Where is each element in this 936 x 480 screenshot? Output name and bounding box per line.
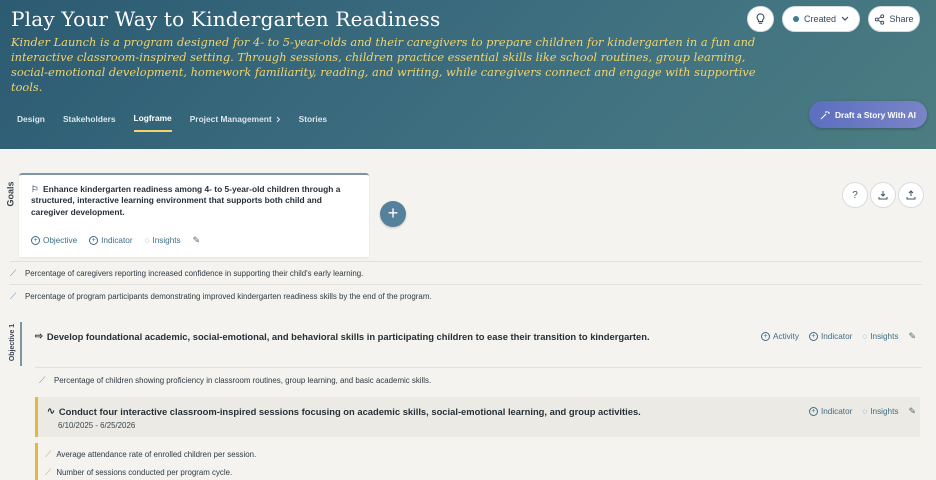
objective-card[interactable] — [24, 322, 922, 366]
trend-icon: ⟋ — [10, 290, 17, 301]
goal-card[interactable] — [19, 173, 369, 257]
add-goal-button[interactable] — [380, 201, 406, 227]
insights-button[interactable] — [747, 6, 774, 32]
trend-icon: ⟋ — [39, 374, 46, 385]
activity-icon: ∿ — [47, 405, 55, 416]
insights-button[interactable]: ◌ Insights — [144, 236, 181, 245]
plus-icon: + — [809, 332, 818, 341]
tab-stories[interactable]: Stories — [298, 114, 328, 124]
pencil-icon: ✎ — [908, 406, 916, 416]
plus-icon: + — [809, 407, 818, 416]
goal-actions — [31, 235, 200, 246]
objective-text: Develop foundational academic, social-emotional, and behavioral skills in participating children to ease their transition to kindergarten. — [46, 330, 650, 342]
pencil-icon: ✎ — [192, 235, 201, 245]
add-indicator-button[interactable]: + Indicator — [809, 406, 852, 417]
add-indicator-button[interactable]: + Indicator — [809, 331, 852, 342]
activity-text: Conduct four interactive classroom-inspired sessions focusing on academic skills, social-emotional learning, and group activities. — [58, 405, 641, 417]
plus-icon: + — [761, 332, 770, 341]
trend-icon: ⟋ — [45, 448, 52, 459]
tab-project-management-label: Project Management — [189, 114, 272, 124]
goal-indicator-row[interactable]: ⟋ Percentage of program participants demonstrating improved kindergarten readiness skills by the end of the program. — [10, 290, 432, 301]
add-activity-button[interactable]: + Activity — [761, 331, 799, 342]
share-label: Share — [889, 14, 914, 24]
lightbulb-icon: ◌ — [144, 236, 150, 245]
objective-statement — [35, 330, 650, 342]
edit-objective-button[interactable] — [908, 331, 916, 342]
project-header — [0, 0, 936, 149]
lightbulb-icon: ◌ — [862, 407, 868, 416]
project-description: Kinder Launch is a program designed for 4- to 5-year-olds and their caregivers to prepare children for kindergarten in a fun and interactive classroom-inspired setting. Through sessions, children practice essential skills like school routines, group learning, social-emotional development, homework familiarity, reading, and writing, while caregivers connect and engage with supportive tools. — [11, 35, 756, 94]
sparkle-icon — [820, 110, 830, 120]
status-dropdown[interactable] — [782, 6, 860, 32]
upload-button[interactable] — [898, 182, 924, 208]
help-button[interactable] — [842, 182, 868, 208]
activity-card[interactable] — [35, 397, 920, 437]
plus-icon: + — [89, 236, 98, 245]
plus-icon: + — [387, 203, 399, 223]
add-indicator-button[interactable]: + Indicator — [89, 235, 132, 246]
trend-icon: ⟋ — [10, 267, 17, 278]
edit-goal-button[interactable] — [193, 235, 201, 246]
share-button[interactable] — [868, 6, 920, 32]
chevron-right-icon — [276, 116, 281, 123]
help-icon: ? — [852, 189, 858, 201]
goal-statement — [31, 184, 361, 218]
goals-section-label: Goals — [5, 181, 16, 207]
tab-design[interactable]: Design — [17, 114, 45, 124]
tab-project-management[interactable] — [190, 113, 281, 132]
flag-icon: ⚐ — [31, 184, 39, 194]
chevron-down-icon — [841, 16, 849, 22]
goal-indicator-row[interactable]: ⟋ Percentage of caregivers reporting increased confidence in supporting their child's early learning. — [10, 267, 364, 278]
tab-logframe[interactable]: Logframe — [134, 113, 172, 132]
add-objective-button[interactable]: + Objective — [31, 235, 77, 246]
upload-icon — [906, 190, 916, 200]
objective-section-label: Objective 1 — [8, 322, 22, 366]
pencil-icon: ✎ — [908, 331, 916, 341]
lightbulb-icon — [755, 13, 766, 25]
activity-date-range: 6/10/2025 - 6/25/2026 — [58, 421, 136, 430]
activity-statement — [47, 405, 641, 417]
status-label: Created — [803, 14, 837, 24]
tab-bar — [17, 113, 345, 132]
draft-story-ai-label: Draft a Story With AI — [834, 109, 917, 120]
signpost-icon: ⇨ — [35, 330, 43, 341]
objective-indicator-row[interactable]: ⟋ Percentage of children showing proficiency in classroom routines, group learning, and basic academic skills. — [39, 374, 432, 385]
activity-actions — [809, 406, 916, 417]
divider — [35, 367, 922, 368]
download-icon — [878, 190, 888, 200]
plus-icon: + — [31, 236, 40, 245]
status-dot — [793, 16, 799, 22]
activity-indicator-row[interactable]: ⟋ Number of sessions conducted per program cycle. — [35, 465, 920, 480]
insights-button[interactable]: ◌ Insights — [862, 332, 899, 341]
goal-text: Enhance kindergarten readiness among 4- to 5-year-old children through a structured, interactive learning environment that supports both child and caregiver development. — [31, 184, 341, 217]
edit-activity-button[interactable] — [908, 406, 916, 417]
download-button[interactable] — [870, 182, 896, 208]
page-title: Play Your Way to Kindergarten Readiness — [11, 7, 441, 31]
tab-stakeholders[interactable]: Stakeholders — [62, 114, 116, 124]
activity-indicator-row[interactable]: ⟋ Average attendance rate of enrolled children per session. — [35, 443, 920, 465]
insights-button[interactable]: ◌ Insights — [862, 407, 899, 416]
share-icon — [874, 14, 885, 25]
draft-story-ai-button[interactable] — [809, 101, 927, 128]
lightbulb-icon: ◌ — [862, 332, 868, 341]
objective-actions — [761, 331, 916, 342]
trend-icon: ⟋ — [45, 467, 52, 477]
